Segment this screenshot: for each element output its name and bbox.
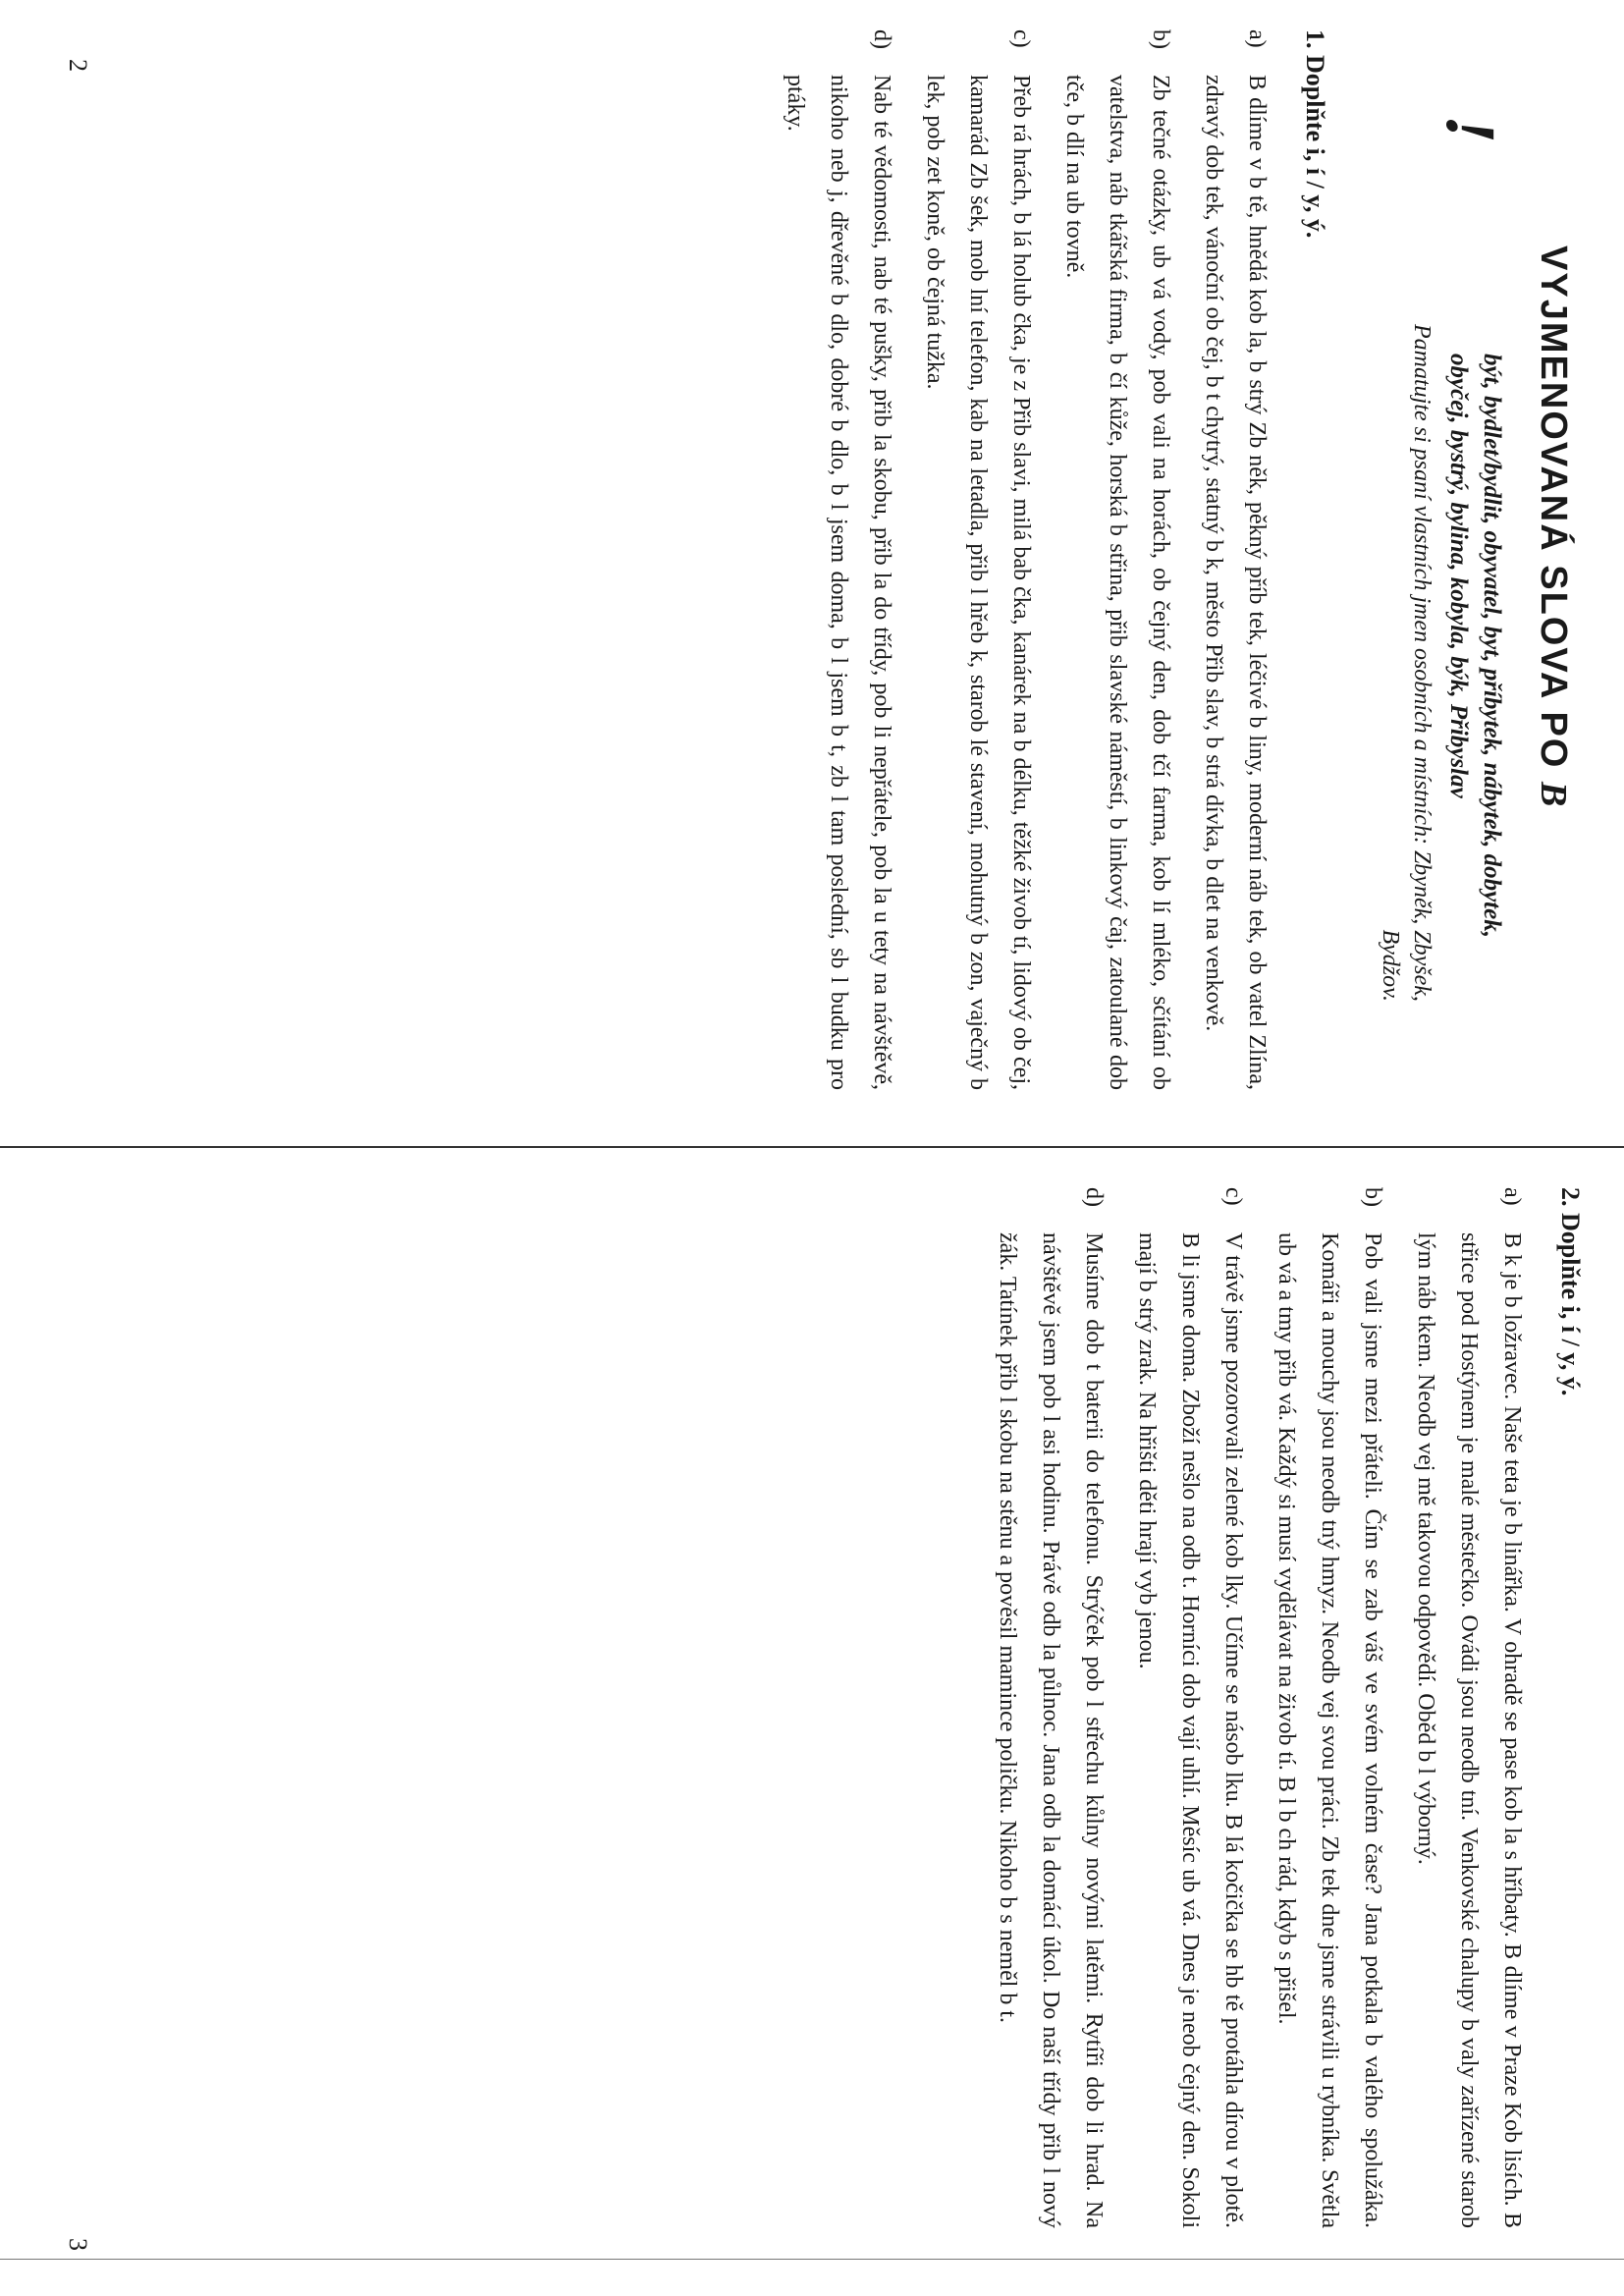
title-letter: B xyxy=(1533,781,1574,809)
exercise-2-item-a xyxy=(1404,1187,1534,2228)
item-label: c) xyxy=(1008,29,1034,48)
item-label: a) xyxy=(1499,1187,1525,1206)
memo-note xyxy=(1375,324,1437,1080)
page-number: 2 xyxy=(64,59,92,72)
exercise-2-item-d xyxy=(986,1187,1115,2228)
item-label: b) xyxy=(1360,1187,1385,1207)
page-title xyxy=(1532,246,1575,808)
exercise-1-item-d xyxy=(774,29,903,1090)
title-prefix: VYJMENOVANÁ SLOVA PO xyxy=(1533,246,1574,782)
memo-tail: Bydžov. xyxy=(1378,929,1403,1002)
item-label: d) xyxy=(869,29,894,49)
item-text: Musíme dob t baterii do telefonu. Strýček pob l střechu kůlny novými latěmi. Rytíři dob li hrad. Na návštěvě jsem pob l asi hodinu. Právě odb la půlnoc. Jana odb la domácí úkol. Do naší třídy přib l nový žák. Tatínek přib l skobu na stěnu a pověsil mamince poličku. Nikoho b s neměl b t. xyxy=(995,1232,1107,2228)
exercise-2-list xyxy=(976,1187,1534,2228)
exclamation-mark-icon: ! xyxy=(1432,109,1510,150)
exercise-1-item-a xyxy=(1192,29,1278,1090)
exercise-2-item-c xyxy=(1125,1187,1255,2228)
item-label: d) xyxy=(1081,1187,1107,1207)
exercise-1-list xyxy=(764,29,1278,1090)
item-label: a) xyxy=(1244,29,1270,48)
item-text: Nab té vědomosti, nab té pušky, přib la skobu, přib la do třídy, pob li nepřátele, pob la u tety na návštěvě, nikoho neb j, dřevěné b dlo, dobré b dlo, b l jsem doma, b l jsem b t, zb l tam poslední, sb l budku pro ptáky. xyxy=(783,75,894,1090)
scan-edge-line xyxy=(0,2259,1624,2260)
word-list: být, bydlet/bydlit, obyvatel, byt, příbytek, nábytek, dobytek, obyčej, bystrý, bylina, kobyla, býk, Přibyslav xyxy=(1445,354,1505,938)
item-text: Přeb rá hrách, b lá holub čka, je z Přib slavi, milá bab čka, kanárek na b délku, těžké živob tí, lidový ob čej, kamarád Zb šek, mob lní telefon, kab na letadla, přib l hřeb k, starob lé stavení, mohutný b zon, vaječný b lek, pob zet koně, ob čejná tužka. xyxy=(922,75,1034,1090)
exercise-2-title: 2. Doplňte i, í / y, ý. xyxy=(1556,1187,1585,1396)
right-page xyxy=(0,1148,1624,2296)
memo-text: Pamatujte si psaní vlastních jmen osobních a místních: Zbyněk, Zbyšek, xyxy=(1409,324,1435,1002)
item-text: B dlíme v b tě, hnědá kob la, b strý Zb něk, pěkný příb tek, léčivé b liny, moderní náb tek, ob vatel Zlína, zdravý dob tek, vánoční ob čej, b t chytrý, statný b k, město Přib slav, b strá dívka, b dlet na venkově. xyxy=(1201,75,1270,1090)
item-text: Pob vali jsme mezi přáteli. Čím se zab váš ve svém volném čase? Jana potkala b valého spolužáka. Komáři a mouchy jsou neodb tný hmyz. Neodb vej svou práci. Zb tek dne jsme strávili u rybníka. Světla ub vá a tmy přib vá. Každý si musí vydělávat na živob tí. B l b ch rád, kdyb s přišel. xyxy=(1273,1232,1385,2228)
item-text: B k je b ložravec. Naše teta je b linářka. V ohradě se pase kob la s hříbaty. B dlíme v Praze Kob lisích. B střice pod Hostýnem je malé městečko. Ovádi jsou neodb tní. Venkovské chalupy b valy zařízené starob lým náb tkem. Neodb vej mě takovou odpovědí. Oběd b l výborný. xyxy=(1413,1232,1525,2228)
item-text: Zb tečné otázky, ub vá vody, pob vali na horách, ob čejný den, dob tčí farma, kob lí mléko, sčítání ob vatelstva, náb tkářská firma, b čí kůže, horská b střina, přib slavské náměstí, b linkový čaj, zatoulané dob tče, b dlí na ub tovně. xyxy=(1061,75,1173,1090)
item-label: b) xyxy=(1148,29,1173,49)
exercise-1-title: 1. Doplňte i, í / y, ý. xyxy=(1301,29,1329,239)
item-label: c) xyxy=(1220,1187,1246,1206)
exercise-2-item-b xyxy=(1265,1187,1394,2228)
item-text: V trávě jsme pozorovali zelené kob lky. Učíme se násob lku. B lá kočička se hb tě protáhla dírou v plotě. B li jsme doma. Zboží nešlo na odb t. Horníci dob vají uhlí. Měsíc ub vá. Dnes je neob čejný den. Sokoli mají b strý zrak. Na hřišti děti hrají vyb jenou. xyxy=(1134,1232,1246,2228)
exercise-1-item-c xyxy=(913,29,1043,1090)
page-number: 3 xyxy=(64,2238,92,2251)
exercise-1-item-b xyxy=(1053,29,1182,1090)
